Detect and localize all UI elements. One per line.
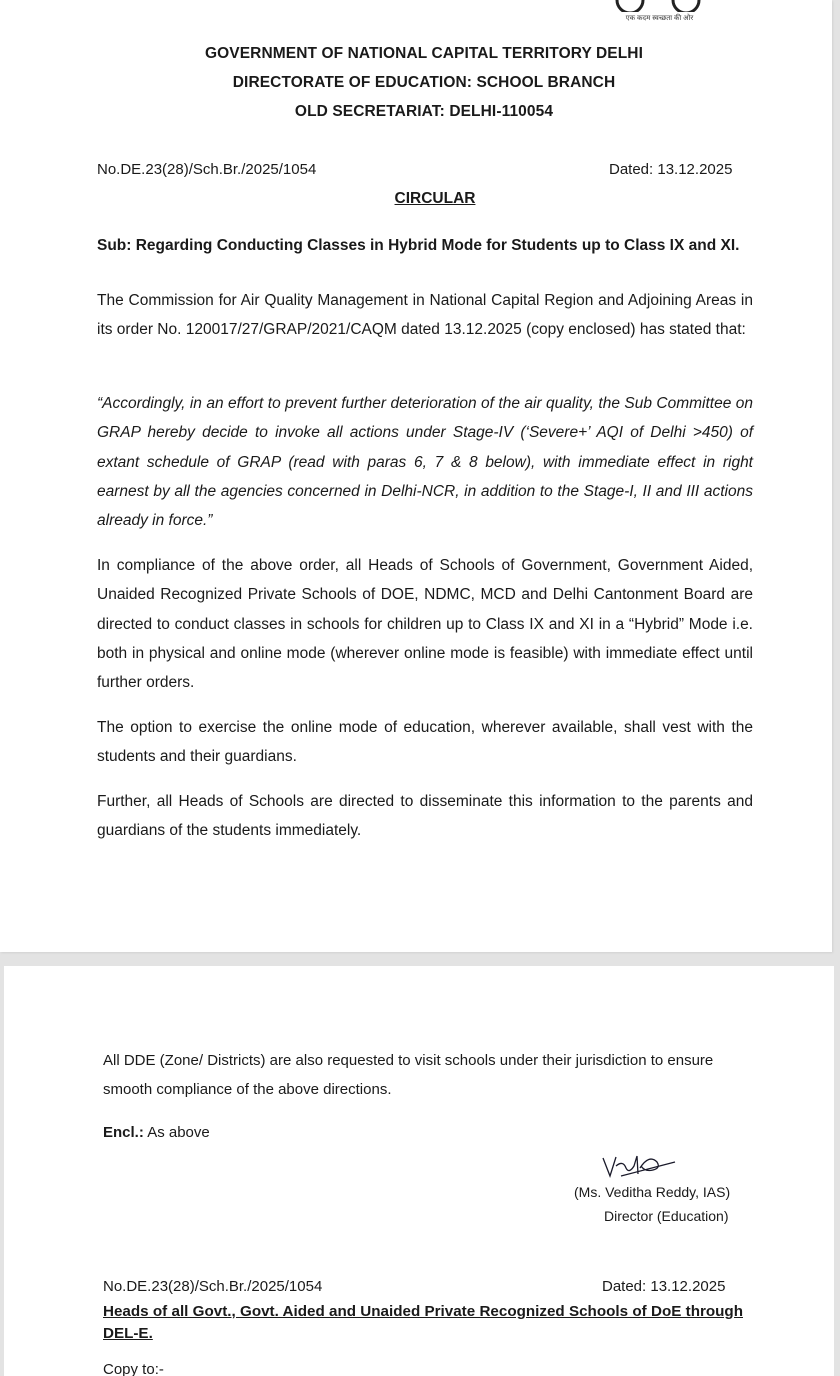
compliance-paragraph: In compliance of the above order, all Heads of Schools of Government, Government Aided, Unaided Recognized Private Schools of DOE, NDMC, MCD and Delhi Cantonment Board are directed to conduct classes in schools for children up to Class IX and XI in a “Hybrid” Mode i.e. both in physical and online mode (wherever online mode is feasible) with immediate effect until further orders. — [97, 557, 753, 692]
logo-tagline: एक कदम स्वच्छता की ओर — [625, 15, 694, 22]
enclosure-line — [103, 1124, 210, 1141]
quoted-order: “Accordingly, in an effort to prevent further deterioration of the air quality, the Sub Committee on GRAP hereby decide to invoke all actions under Stage-IV (‘Severe+’ AQI of Delhi >450) of extant schedule of GRAP (read with paras 6, 7 & 8 below), with immediate effect in right earnest by all the agencies concerned in Delhi-NCR, in addition to the Stage-I, II and III actions already in force.” — [97, 395, 753, 530]
signatory-title: Director (Education) — [604, 1208, 729, 1224]
page2-reference-number: No.DE.23(28)/Sch.Br./2025/1054 — [103, 1278, 323, 1295]
enclosure-label: Encl.: — [103, 1124, 144, 1141]
copy-to-label: Copy to:- — [103, 1361, 164, 1376]
circular-title: CIRCULAR — [394, 190, 476, 207]
header-address: OLD SECRETARIAT: DELHI-110054 — [294, 103, 554, 120]
intro-paragraph: The Commission for Air Quality Management in National Capital Region and Adjoining Areas in its order No. 120017/27/GRAP/2021/CAQM dated 13.12.2025 (copy enclosed) has stated that: — [97, 292, 753, 339]
page2-reference-date: Dated: 13.12.2025 — [602, 1278, 726, 1295]
enclosure-value: As above — [147, 1124, 210, 1141]
subject-line: Sub: Regarding Conducting Classes in Hybrid Mode for Students up to Class IX and XI. — [97, 237, 740, 254]
header-directorate: DIRECTORATE OF EDUCATION: SCHOOL BRANCH — [232, 74, 616, 91]
spectacles-icon — [603, 0, 713, 12]
reference-number: No.DE.23(28)/Sch.Br./2025/1054 — [97, 161, 317, 178]
option-paragraph: The option to exercise the online mode of education, wherever available, shall vest with the students and their guardians. — [97, 719, 753, 766]
header-government: GOVERNMENT OF NATIONAL CAPITAL TERRITORY DELHI — [204, 45, 644, 62]
signatory-name: (Ms. Veditha Reddy, IAS) — [574, 1184, 731, 1200]
swachh-bharat-logo — [603, 0, 713, 28]
reference-date: Dated: 13.12.2025 — [609, 161, 733, 178]
addressee: Heads of all Govt., Govt. Aided and Unaided Private Recognized Schools of DoE through DEL-E. — [103, 1303, 743, 1342]
director-signature — [601, 1152, 681, 1187]
circular-page-2 — [4, 966, 834, 1376]
dde-paragraph: All DDE (Zone/ Districts) are also requested to visit schools under their jurisdiction to ensure smooth compliance of the above directions. — [103, 1052, 714, 1098]
further-paragraph: Further, all Heads of Schools are directed to disseminate this information to the parents and guardians of the students immediately. — [97, 793, 753, 840]
